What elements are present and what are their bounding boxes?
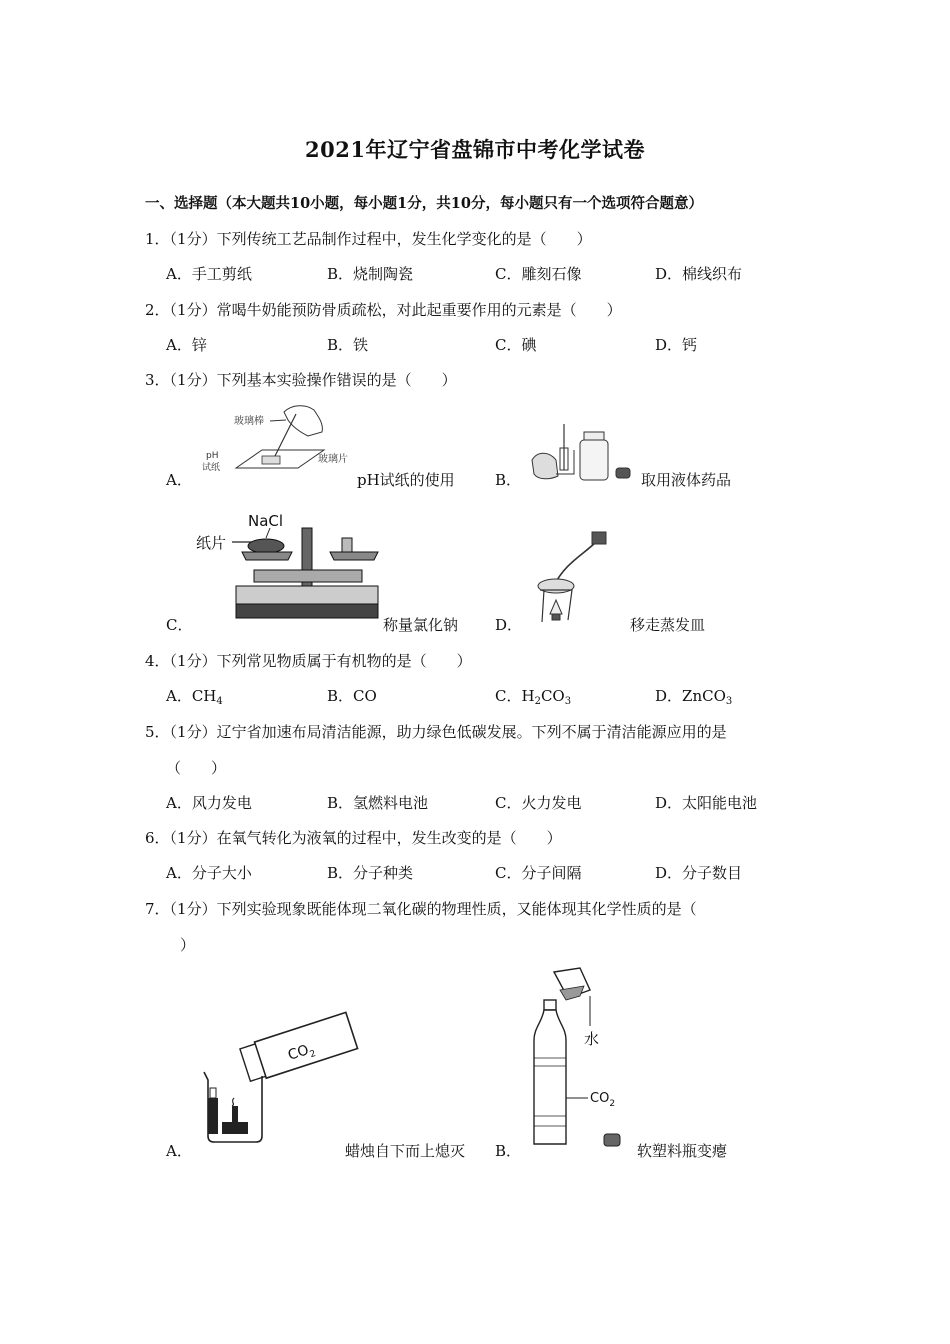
dropper-figure [528, 420, 640, 484]
ph-test-figure [196, 398, 356, 480]
question-4-stem: 4．（1分）下列常见物质属于有机物的是（ ） [145, 652, 472, 670]
test-paper-label: 试纸 [202, 463, 221, 473]
q1-option-b: B．烧制陶瓷 [327, 265, 414, 283]
q1-option-c: C．雕刻石像 [495, 265, 582, 283]
question-5-stem-cont: （ ） [166, 759, 227, 777]
water-label: 水 [584, 1030, 600, 1048]
co2-label-b: $CO_2$ [590, 1091, 616, 1109]
q2-option-c: C．碘 [495, 336, 537, 354]
q6-option-a: A．分子大小 [166, 864, 252, 882]
q6-option-b: B．分子种类 [327, 864, 414, 882]
q3-option-d: D． [495, 616, 523, 634]
q3-option-a: A． [166, 471, 192, 489]
nacl-label: NaCl [248, 512, 284, 530]
balance-figure [192, 508, 380, 628]
q7-caption-a: 蜡烛自下而上熄灭 [345, 1142, 466, 1160]
q7-option-b: B． [495, 1142, 522, 1160]
q1-option-a: A．手工剪纸 [166, 265, 252, 283]
glass-rod-label: 玻璃棒 [234, 416, 264, 427]
section-heading: 一、选择题（本大题共10小题，每小题1分，共10分，每小题只有一个选项符合题意） [145, 195, 703, 212]
plastic-bottle-figure [528, 966, 648, 1154]
q4-option-a: A．$CH_4$ [166, 687, 223, 707]
q3-option-c: C． [166, 616, 193, 634]
q7-caption-b: 软塑料瓶变瘪 [637, 1142, 728, 1160]
q7-option-a: A． [166, 1142, 192, 1160]
paper-label: 纸片 [196, 534, 227, 552]
co2-label-a: $CO_2$ [286, 1042, 318, 1064]
q2-option-b: B．铁 [327, 336, 369, 354]
question-7-stem-cont: ） [180, 936, 196, 954]
q4-option-b: B．CO [327, 687, 377, 705]
question-7-stem: 7．（1分）下列实验现象既能体现二氧化碳的物理性质，又能体现其化学性质的是（ [145, 900, 697, 918]
q2-option-d: D．钙 [655, 336, 698, 354]
question-1-stem: 1．（1分）下列传统工艺品制作过程中，发生化学变化的是（ ） [145, 230, 592, 248]
co2-candles-figure [198, 1018, 348, 1146]
q3-caption-b: 取用液体药品 [641, 471, 732, 489]
glass-plate-label: 玻璃片 [318, 454, 348, 465]
question-5-stem: 5．（1分）辽宁省加速布局清洁能源，助力绿色低碳发展。下列不属于清洁能源应用的是 [145, 723, 727, 741]
q1-option-d: D．棉线织布 [655, 265, 743, 283]
q4-option-d: D．ZnCO$_3$ [655, 687, 733, 707]
q3-option-b: B． [495, 471, 522, 489]
page-title: 2021年辽宁省盘锦市中考化学试卷 [305, 137, 645, 162]
q3-caption-d: 移走蒸发皿 [630, 616, 706, 634]
question-2-stem: 2．（1分）常喝牛奶能预防骨质疏松，对此起重要作用的元素是（ ） [145, 301, 622, 319]
q3-caption-c: 称量氯化钠 [383, 616, 459, 634]
q6-option-d: D．分子数目 [655, 864, 743, 882]
q3-caption-a: pH试纸的使用 [357, 471, 455, 489]
q4-option-c: C．$H_2CO_3$ [495, 687, 572, 707]
q5-option-d: D．太阳能电池 [655, 794, 758, 812]
evaporating-dish-figure [534, 524, 614, 626]
question-6-stem: 6．（1分）在氧气转化为液氧的过程中，发生改变的是（ ） [145, 829, 562, 847]
q2-option-a: A．锌 [166, 336, 207, 354]
q5-option-c: C．火力发电 [495, 794, 582, 812]
question-3-stem: 3．（1分）下列基本实验操作错误的是（ ） [145, 371, 457, 389]
q5-option-b: B．氢燃料电池 [327, 794, 429, 812]
ph-label: pH [206, 451, 219, 461]
q5-option-a: A．风力发电 [166, 794, 252, 812]
q6-option-c: C．分子间隔 [495, 864, 582, 882]
